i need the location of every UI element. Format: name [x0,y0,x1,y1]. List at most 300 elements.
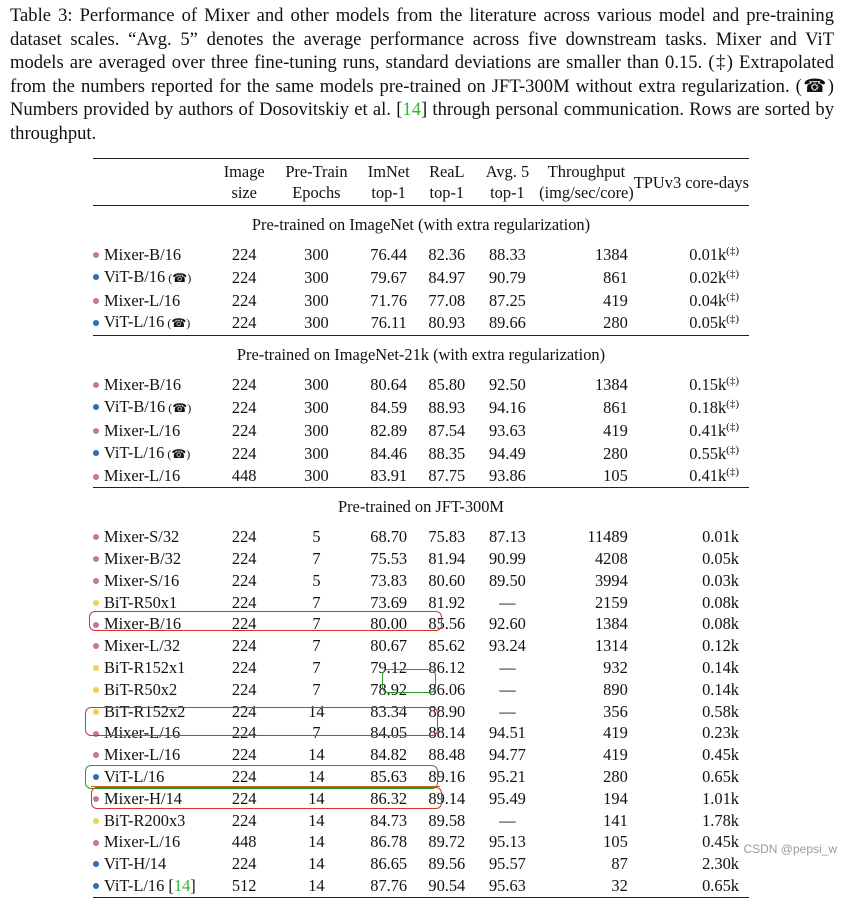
cell-real: 89.58 [428,810,466,830]
cell-real: 81.94 [428,548,466,568]
cell-ep: 300 [304,443,329,463]
cell-tp: 87 [611,854,628,874]
mixer-dot-icon [93,382,99,388]
tpu-value: 0.15k [689,375,727,395]
cell-ep: 7 [312,548,321,568]
cell-avg: 94.77 [488,745,526,765]
extrapolated-mark: (‡) [726,290,739,303]
cell-ep: 300 [304,466,329,486]
bit-dot-icon [93,709,99,715]
cell-tp: 932 [603,657,628,677]
table-row [93,592,749,614]
cell-img: 224 [231,745,257,765]
cell-img: 512 [231,875,257,895]
cell-img: 224 [231,570,257,590]
model-name-cell [93,374,215,396]
model-name: ViT-L/16 [104,766,165,786]
cell-img: 224 [231,443,257,463]
mixer-dot-icon [93,796,99,802]
cell-tp: 890 [603,679,628,699]
cell-tp: 105 [603,832,628,852]
cell-real: 75.83 [428,527,466,547]
cell-in: 78.92 [370,679,408,699]
cell-real: 84.97 [428,267,466,287]
section-title: Pre-trained on JFT-300M [93,488,749,527]
bit-dot-icon [93,687,99,693]
extrapolated-mark: (‡) [726,420,739,433]
cell-tp: 861 [603,267,628,287]
table-row [93,420,749,442]
table-row [93,657,749,679]
extrapolated-mark: (‡) [726,313,739,326]
cell-img: 224 [231,854,257,874]
cell-real: 88.35 [428,443,466,463]
cell-real: 80.60 [428,570,466,590]
phone-icon: (☎) [164,316,191,331]
cell-tpu [634,701,749,723]
cell-in: 73.69 [370,592,408,612]
cell-real: 85.62 [428,636,466,656]
model-name-cell [93,396,215,420]
table-caption [10,4,834,146]
cell-ep: 300 [304,397,329,417]
cell-in: 80.67 [370,636,408,656]
mixer-dot-icon [93,428,99,434]
results-table [93,158,749,898]
tpu-value: 1.78k [702,810,739,830]
extrapolated-mark: (‡) [726,443,739,456]
cell-in: 76.11 [370,313,407,333]
phone-icon: (☎) [165,400,192,415]
cell-tp: 419 [603,420,628,440]
tpu-value: 0.65k [702,766,739,786]
model-name-cell [93,465,215,487]
model-name-cell [93,810,215,832]
cell-tpu [634,244,749,266]
model-name: Mixer-L/32 [104,636,181,656]
cell-tp: 419 [603,290,628,310]
cell-ep: 14 [308,745,325,765]
cell-real: 88.14 [428,723,466,743]
model-name: Mixer-S/16 [104,570,180,590]
cell-tp: 280 [603,313,628,333]
cell-in: 86.65 [370,854,408,874]
cell-in: 84.59 [370,397,408,417]
cell-tp: 280 [603,766,628,786]
extrapolated-mark: (‡) [726,397,739,410]
cell-avg: 95.63 [488,875,526,895]
cell-tpu [634,766,749,788]
tpu-value: 0.14k [702,679,739,699]
model-name-cell [93,701,215,723]
cell-in: 84.82 [370,745,408,765]
cell-avg: 95.49 [488,788,526,808]
table-row [93,526,749,548]
cell-avg: 89.66 [488,313,526,333]
cell-tp: 861 [603,397,628,417]
cell-tpu [634,744,749,766]
model-name-cell [93,853,215,875]
extrapolated-mark: (‡) [726,375,739,388]
vit-dot-icon [93,274,99,280]
cell-tpu [634,853,749,875]
tpu-value: 0.41k [689,466,727,486]
cell-tpu [634,548,749,570]
cell-img: 448 [231,832,257,852]
tpu-value: 1.01k [702,788,739,808]
cell-in: 79.12 [370,657,408,677]
table-row [93,442,749,466]
cell-avg: 93.24 [488,636,526,656]
cell-avg: 94.49 [488,443,526,463]
section-title: Pre-trained on ImageNet-21k (with extra regularization) [93,336,749,375]
cell-in: 87.76 [370,875,408,895]
model-name-cell [93,570,215,592]
cell-in: 73.83 [370,570,408,590]
model-name-cell [93,266,215,290]
cell-in: 68.70 [370,527,408,547]
tpu-value: 0.58k [702,701,739,721]
phone-icon: (☎) [164,446,191,461]
cell-ep: 300 [304,313,329,333]
table-row [93,766,749,788]
cell-ep: 7 [312,657,321,677]
cell-ep: 5 [312,570,321,590]
model-name-cell [93,290,215,312]
cell-avg: — [499,592,516,612]
cell-tp: 32 [611,875,628,895]
cell-tpu [634,679,749,701]
header-throughput: Throughput (img/sec/core) [539,162,634,202]
table-row [93,788,749,810]
cell-ep: 300 [304,245,329,264]
tpu-value: 0.05k [689,313,727,333]
table-row [93,853,749,875]
cell-img: 224 [231,679,257,699]
cell-ep: 5 [312,527,321,547]
cell-ep: 7 [312,592,321,612]
model-name-cell [93,657,215,679]
cell-tpu [634,465,749,487]
tpu-value: 0.02k [689,267,727,287]
cell-in: 80.00 [370,614,408,634]
cell-tpu [634,526,749,548]
model-name-cell [93,526,215,548]
cell-in: 86.32 [370,788,408,808]
cell-in: 84.73 [370,810,408,830]
table-row [93,722,749,744]
cell-avg: — [499,679,516,699]
tpu-value: 2.30k [702,854,739,874]
table-row [93,311,749,335]
citation-link[interactable]: 14 [173,875,191,895]
bit-dot-icon [93,600,99,606]
model-name: ViT-H/14 [104,854,167,874]
header-epochs: Pre-Train Epochs [285,162,348,202]
cell-ep: 14 [308,875,325,895]
cell-ep: 7 [312,614,321,634]
model-name-cell [93,766,215,788]
cell-tp: 1384 [594,245,628,264]
cell-tp: 1314 [594,636,628,656]
table-row [93,810,749,832]
cell-real: 89.16 [428,766,466,786]
model-name-cell [93,592,215,614]
cell-tpu [634,613,749,635]
table-row [93,570,749,592]
cell-real: 77.08 [428,290,466,310]
cell-img: 224 [231,592,257,612]
cell-tp: 105 [603,466,628,486]
model-name: Mixer-L/16 [104,420,181,440]
model-name: Mixer-L/16 [104,745,181,765]
cell-tpu [634,396,749,420]
table-row [93,744,749,766]
model-name-cell [93,831,215,853]
tpu-value: 0.23k [702,723,739,743]
cell-ep: 14 [308,854,325,874]
table-row [93,290,749,312]
cell-ep: 14 [308,701,325,721]
model-name: Mixer-B/32 [104,548,182,568]
cell-img: 224 [231,657,257,677]
model-name-cell [93,635,215,657]
cell-tpu [634,875,749,897]
cell-tp: 1384 [594,614,628,634]
table-row [93,374,749,396]
tpu-value: 0.12k [702,636,739,656]
model-name: BiT-R50x1 [104,592,178,612]
table-row [93,831,749,853]
tpu-value: 0.05k [702,548,739,568]
cell-in: 75.53 [370,548,408,568]
cell-real: 88.90 [428,701,466,721]
model-name: ViT-L/16 [104,442,165,462]
cell-img: 224 [231,290,257,310]
cell-avg: 94.51 [488,723,526,743]
model-name: Mixer-B/16 [104,614,182,634]
vit-dot-icon [93,774,99,780]
table-row [93,396,749,420]
cell-in: 71.76 [370,290,408,310]
cell-real: 81.92 [428,592,466,612]
cell-img: 224 [231,375,257,395]
model-name: Mixer-L/16 [104,290,181,310]
table-row [93,244,749,266]
cell-real: 88.48 [428,745,466,765]
table-row [93,701,749,723]
cell-in: 79.67 [370,267,408,287]
vit-dot-icon [93,861,99,867]
cell-real: 80.93 [428,313,466,333]
cell-in: 86.78 [370,832,408,852]
model-name: Mixer-L/16 [104,723,181,743]
table-row [93,635,749,657]
cell-avg: 89.50 [488,570,526,590]
cell-tp: 356 [603,701,628,721]
cell-ep: 300 [304,420,329,440]
cell-img: 224 [231,788,257,808]
cell-tpu [634,657,749,679]
cell-avg: — [499,810,516,830]
tpu-value: 0.01k [689,245,727,264]
model-name-cell [93,311,215,335]
cell-avg: 93.86 [488,466,526,486]
tpu-value: 0.01k [702,527,739,547]
cell-real: 89.56 [428,854,466,874]
cell-avg: 90.79 [488,267,526,287]
cell-tpu [634,374,749,396]
tpu-value: 0.14k [702,657,739,677]
cell-avg: — [499,657,516,677]
tpu-value: 0.18k [689,397,727,417]
cell-img: 224 [231,766,257,786]
model-name-cell [93,442,215,466]
cell-ep: 7 [312,723,321,743]
cell-in: 80.64 [370,375,408,395]
cell-tp: 1384 [594,375,628,395]
cell-real: 90.54 [428,875,466,895]
model-name: ViT-L/16 [104,312,165,332]
cell-avg: 87.13 [488,527,526,547]
model-name: Mixer-H/14 [104,788,182,808]
model-name: BiT-R152x1 [104,657,186,677]
table-row [93,613,749,635]
tpu-value: 0.41k [689,420,727,440]
cell-img: 224 [231,723,257,743]
cell-img: 224 [231,245,257,264]
mixer-dot-icon [93,840,99,846]
model-name-cell [93,548,215,570]
tpu-value: 0.45k [702,745,739,765]
header-avg5: Avg. 5 top-1 [485,162,530,202]
cell-ep: 14 [308,832,325,852]
model-name-cell [93,679,215,701]
vit-dot-icon [93,320,99,326]
table-row [93,875,749,897]
model-name-cell: ViT-L/16 [14] [93,875,215,897]
cell-tpu [634,788,749,810]
cell-img: 224 [231,397,257,417]
cell-tpu [634,722,749,744]
model-name-cell [93,244,215,266]
extrapolated-mark: (‡) [726,245,739,257]
caption-citation-link[interactable]: 14 [402,99,422,121]
tpu-value: 0.55k [689,443,727,463]
model-name-cell [93,744,215,766]
cell-avg: 93.63 [488,420,526,440]
mixer-dot-icon [93,622,99,628]
cell-in: 83.34 [370,701,408,721]
section-header [93,206,749,245]
cell-tpu [634,831,749,853]
model-name-cell [93,613,215,635]
cell-avg: 95.13 [488,832,526,852]
bit-dot-icon [93,818,99,824]
cell-ep: 14 [308,788,325,808]
model-name: Mixer-B/16 [104,375,182,395]
header-real: ReaL top-1 [429,162,465,202]
cell-tpu [634,635,749,657]
cell-avg: 95.57 [488,854,526,874]
model-name: Mixer-L/16 [104,832,181,852]
vit-dot-icon [93,450,99,456]
cell-tp: 194 [603,788,628,808]
cell-real: 86.06 [428,679,466,699]
cell-ep: 14 [308,766,325,786]
cell-avg: 87.25 [488,290,526,310]
mixer-dot-icon [93,578,99,584]
cell-img: 448 [231,466,257,486]
cell-tp: 3994 [594,570,628,590]
cell-ep: 300 [304,375,329,395]
bit-dot-icon [93,665,99,671]
cell-ep: 300 [304,267,329,287]
model-name: Mixer-L/16 [104,466,181,486]
mixer-dot-icon [93,534,99,540]
model-name-cell [93,788,215,810]
mixer-dot-icon [93,731,99,737]
model-name: ViT-L/16 [104,875,165,895]
cell-img: 224 [231,614,257,634]
cell-ep: 7 [312,679,321,699]
cell-tpu [634,810,749,832]
tpu-value: 0.45k [702,832,739,852]
vit-dot-icon [93,404,99,410]
tpu-value: 0.65k [702,875,739,895]
table-row [93,266,749,290]
section-header [93,336,749,375]
cell-img: 224 [231,701,257,721]
cell-tp: 4208 [594,548,628,568]
cell-real: 82.36 [428,245,466,264]
mixer-dot-icon [93,474,99,480]
cell-avg: — [499,701,516,721]
model-name: Mixer-S/32 [104,527,180,547]
cell-in: 83.91 [370,466,408,486]
model-name: ViT-B/16 [104,396,166,416]
cell-real: 85.80 [428,375,466,395]
table-row [93,548,749,570]
cell-tp: 419 [603,745,628,765]
cell-img: 224 [231,810,257,830]
tpu-value: 0.03k [702,570,739,590]
phone-icon: (☎) [165,270,192,285]
tpu-value: 0.08k [702,592,739,612]
cell-in: 76.44 [370,245,408,264]
extrapolated-mark: (‡) [726,267,739,280]
section-title: Pre-trained on ImageNet (with extra regularization) [93,206,749,245]
cell-avg: 92.50 [488,375,526,395]
header-imnet: ImNet top-1 [367,162,410,202]
cell-avg: 90.99 [488,548,526,568]
cell-tpu [634,266,749,290]
cell-avg: 94.16 [488,397,526,417]
cell-real: 89.72 [428,832,466,852]
mixer-dot-icon [93,252,99,258]
header-row [93,159,749,206]
cell-real: 86.12 [428,657,466,677]
model-name: ViT-B/16 [104,266,166,286]
cell-real: 88.93 [428,397,466,417]
watermark: CSDN @pepsi_w [743,842,837,856]
cell-real: 85.56 [428,614,466,634]
header-image-size: Image size [223,162,265,202]
cell-real: 89.14 [428,788,466,808]
tpu-value: 0.04k [689,290,727,310]
cell-avg: 95.21 [488,766,526,786]
vit-dot-icon [93,883,99,889]
